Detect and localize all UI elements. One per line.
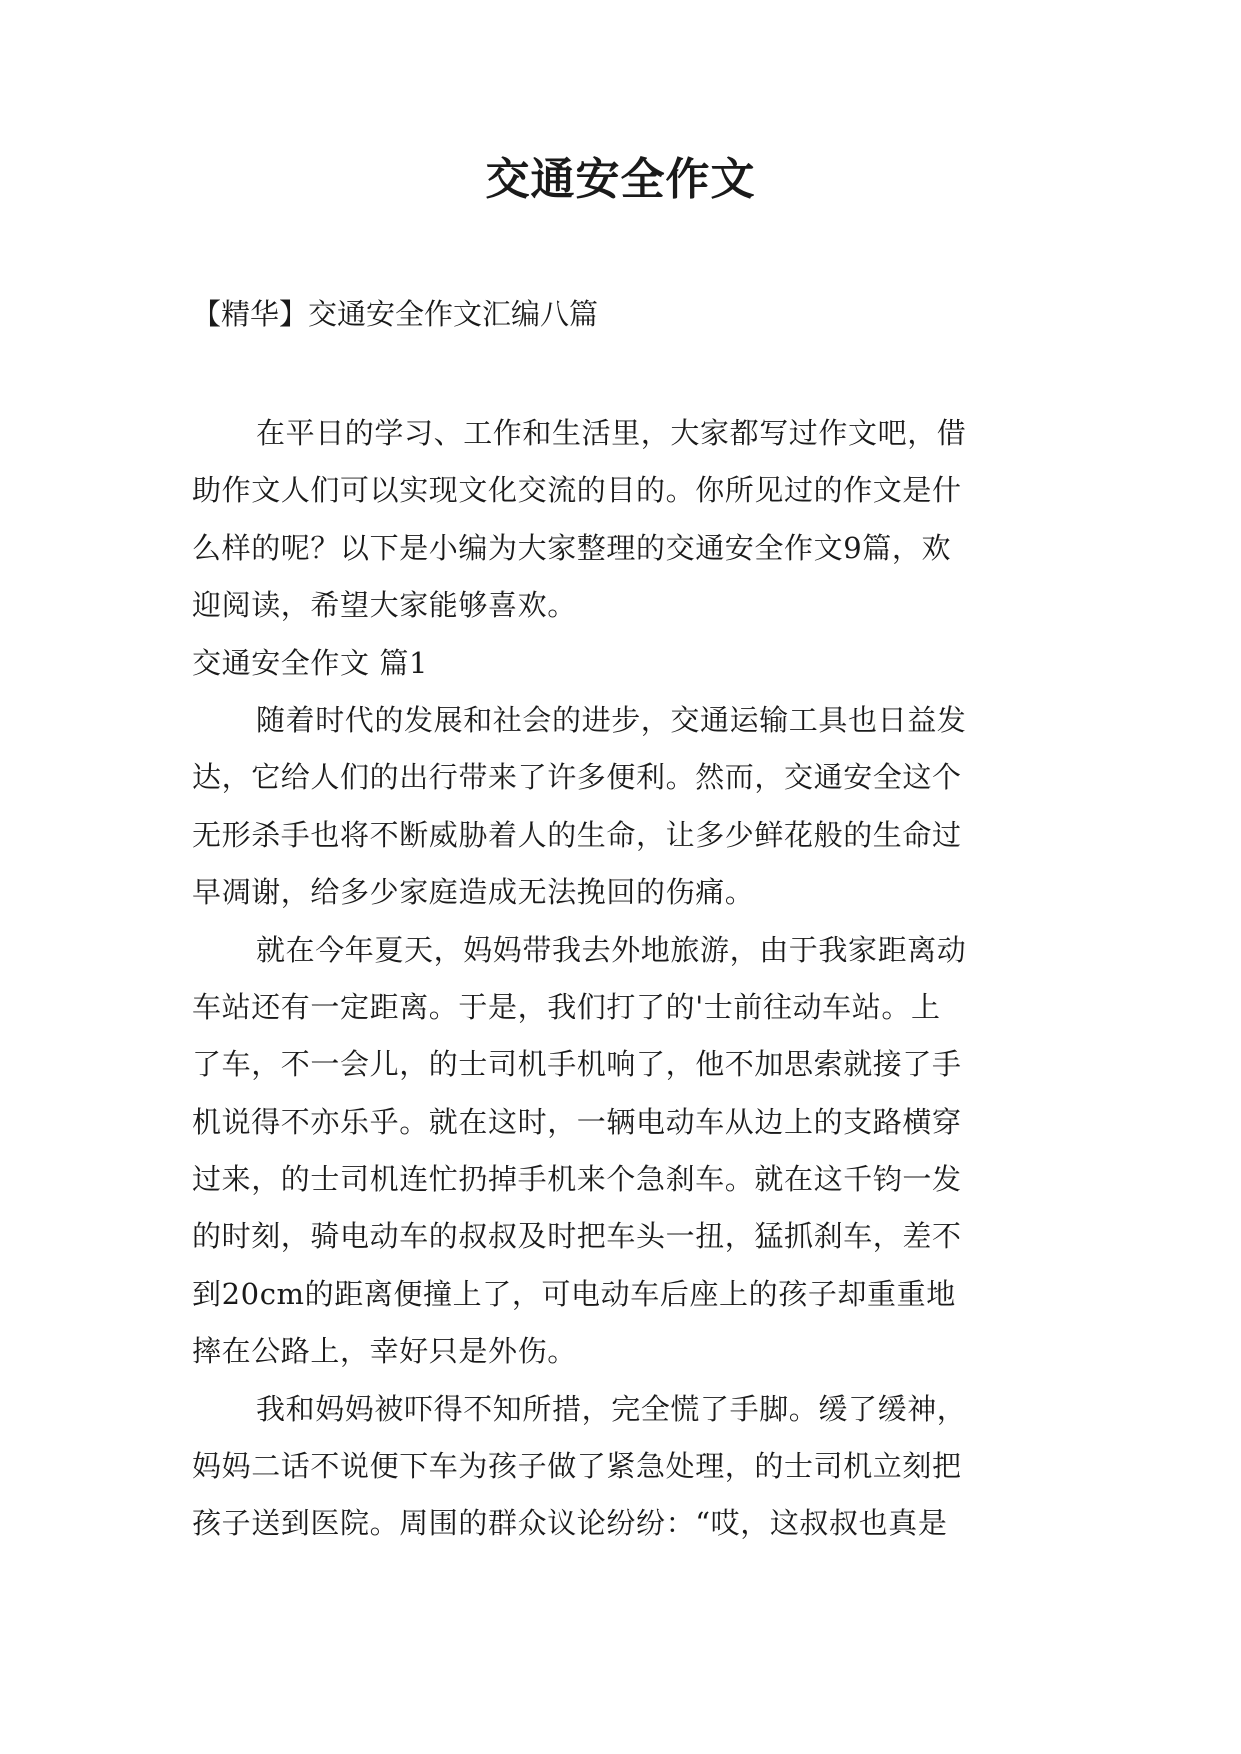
text-line: 助作文人们可以实现文化交流的目的。你所见过的作文是什 bbox=[192, 473, 962, 508]
text-line: 迎阅读，希望大家能够喜欢。 bbox=[192, 588, 577, 623]
text-line: 孩子送到医院。周围的群众议论纷纷：“哎，这叔叔也真是 bbox=[192, 1506, 948, 1541]
text-line: 妈妈二话不说便下车为孩子做了紧急处理，的士司机立刻把 bbox=[192, 1449, 962, 1484]
text-line: 的时刻，骑电动车的叔叔及时把车头一扭，猛抓刹车，差不 bbox=[192, 1219, 962, 1254]
text-line: 过来，的士司机连忙扔掉手机来个急刹车。就在这千钧一发 bbox=[192, 1162, 962, 1197]
text-line: 摔在公路上，幸好只是外伤。 bbox=[192, 1334, 577, 1369]
text-line: 随着时代的发展和社会的进步，交通运输工具也日益发 bbox=[256, 702, 967, 737]
text-line: 了车，不一会儿，的士司机手机响了，他不加思索就接了手 bbox=[192, 1047, 962, 1082]
text-line: 机说得不亦乐乎。就在这时，一辆电动车从边上的支路横穿 bbox=[192, 1104, 962, 1139]
text-line: 么样的呢？以下是小编为大家整理的交通安全作文9篇，欢 bbox=[192, 530, 952, 565]
document-subtitle: 【精华】交通安全作文汇编八篇 bbox=[192, 297, 599, 331]
text-line: 车站还有一定距离。于是，我们打了的'士前往动车站。上 bbox=[192, 989, 941, 1024]
text-line: 无形杀手也将不断威胁着人的生命，让多少鲜花般的生命过 bbox=[192, 817, 962, 852]
text-line: 早凋谢，给多少家庭造成无法挽回的伤痛。 bbox=[192, 875, 755, 910]
text-line: 到20cm的距离便撞上了，可电动车后座上的孩子却重重地 bbox=[192, 1276, 956, 1311]
text-line: 在平日的学习、工作和生活里，大家都写过作文吧，借 bbox=[256, 416, 967, 450]
text-line: 达，它给人们的出行带来了许多便利。然而，交通安全这个 bbox=[192, 760, 962, 795]
text-line: 就在今年夏天，妈妈带我去外地旅游，由于我家距离动 bbox=[256, 932, 967, 967]
document-body bbox=[192, 405, 1054, 1553]
document-title: 交通安全作文 bbox=[485, 154, 756, 205]
text-line: 我和妈妈被吓得不知所措，完全慌了手脚。缓了缓神， bbox=[256, 1391, 967, 1426]
text-line: 交通安全作文 篇1 bbox=[192, 645, 429, 680]
